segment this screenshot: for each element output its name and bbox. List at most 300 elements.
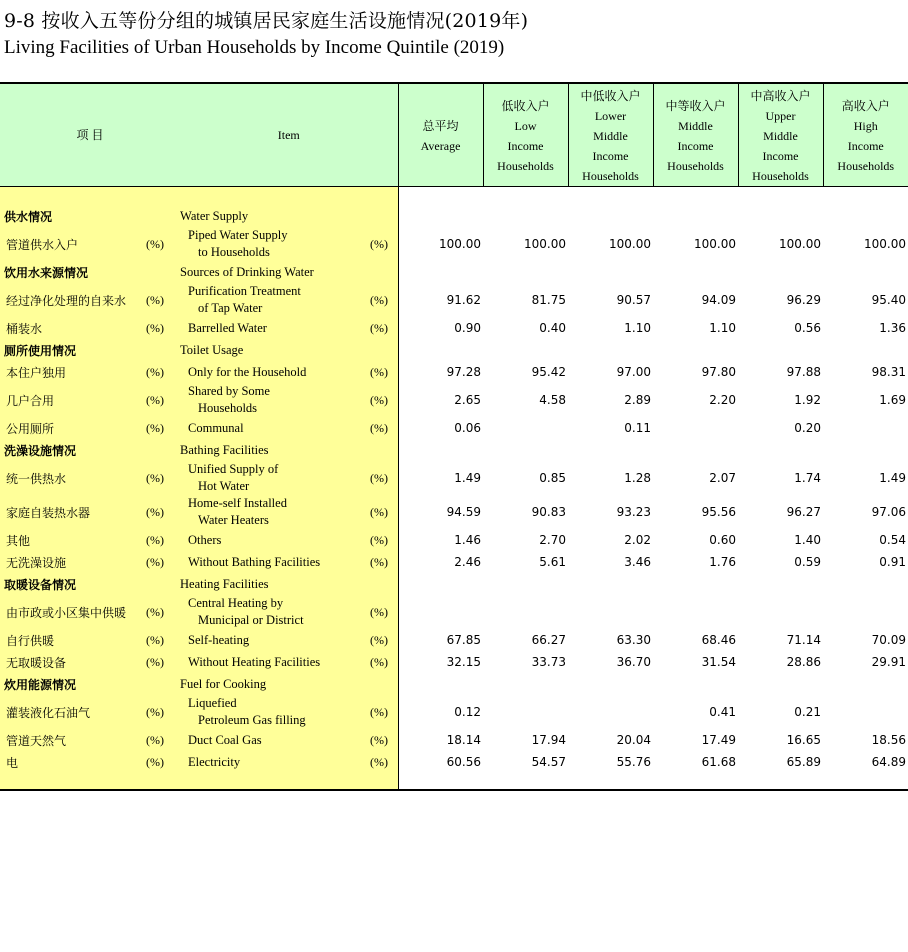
spacer-cell xyxy=(568,187,653,206)
row-unit-cn xyxy=(146,573,180,595)
value-cell: 97.28 xyxy=(446,365,482,379)
row-label-en-line: Fuel for Cooking xyxy=(180,676,267,691)
col-header-high-income xyxy=(823,83,908,187)
value-cell: 1.10 xyxy=(709,321,737,335)
value-cell: 66.27 xyxy=(531,633,567,647)
value-cell: 1.74 xyxy=(794,471,822,485)
value-cell: 3.46 xyxy=(624,555,652,569)
row-label-en xyxy=(180,227,370,261)
value-cell xyxy=(398,595,483,629)
col-header-en-line: Lower xyxy=(594,109,627,123)
value-cell: 0.41 xyxy=(709,705,737,719)
row-unit-cn: (%) xyxy=(146,695,180,729)
table-row xyxy=(0,383,908,417)
value-cell xyxy=(738,673,823,695)
value-cell: 96.29 xyxy=(786,293,822,307)
value-cell xyxy=(398,261,483,283)
value-cell: 0.56 xyxy=(794,321,822,335)
value-cell: 4.58 xyxy=(539,393,567,407)
section-row xyxy=(0,439,908,461)
value-cell: 1.49 xyxy=(879,471,907,485)
value-cell xyxy=(738,573,823,595)
row-label-en xyxy=(180,283,370,317)
value-cell xyxy=(823,205,908,227)
value-cell: 1.69 xyxy=(879,393,907,407)
table-row xyxy=(0,595,908,629)
row-label-cn: 洗澡设施情况 xyxy=(0,439,146,461)
table-title-en: Living Facilities of Urban Households by Income Quintile (2019) xyxy=(4,37,505,58)
section-row xyxy=(0,573,908,595)
row-label-cn: 桶装水 xyxy=(0,317,146,339)
table-row xyxy=(0,695,908,729)
row-unit-en: (%) xyxy=(370,651,398,673)
value-cell: 1.40 xyxy=(794,533,822,547)
living-facilities-table xyxy=(0,82,908,791)
row-label-cn: 无取暖设备 xyxy=(0,651,146,673)
row-label-en-line: Hot Water xyxy=(198,479,250,493)
value-cell: 0.54 xyxy=(879,533,907,547)
value-cell: 1.76 xyxy=(709,555,737,569)
value-cell: 97.06 xyxy=(871,505,907,519)
value-cell: 93.23 xyxy=(616,505,652,519)
row-unit-cn xyxy=(146,205,180,227)
value-cell xyxy=(653,339,738,361)
value-cell: 28.86 xyxy=(786,655,822,669)
value-cell xyxy=(738,439,823,461)
spacer-cell xyxy=(483,187,568,206)
value-cell: 54.57 xyxy=(531,755,567,769)
row-label-en-line: Water Heaters xyxy=(198,513,269,527)
value-cell: 0.91 xyxy=(879,555,907,569)
table-row xyxy=(0,551,908,573)
value-cell: 1.36 xyxy=(879,321,907,335)
value-cell: 16.65 xyxy=(786,733,822,747)
row-label-en-line: Bathing Facilities xyxy=(180,442,269,457)
value-cell: 2.46 xyxy=(454,555,482,569)
value-cell: 94.59 xyxy=(446,505,482,519)
table-row xyxy=(0,629,908,651)
value-cell: 68.46 xyxy=(701,633,737,647)
col-header-cn: 中等收入户 xyxy=(665,99,726,113)
row-unit-cn xyxy=(146,261,180,283)
table-row xyxy=(0,729,908,751)
value-cell xyxy=(483,673,568,695)
value-cell: 0.85 xyxy=(539,471,567,485)
row-unit-en xyxy=(370,673,398,695)
row-label-cn: 取暖设备情况 xyxy=(0,573,146,595)
section-row xyxy=(0,205,908,227)
row-label-en-line: Sources of Drinking Water xyxy=(180,264,314,279)
row-label-en-line: Home-self Installed xyxy=(188,496,287,510)
table-row xyxy=(0,461,908,495)
col-header-cn: 中高收入户 xyxy=(750,89,811,103)
value-cell: 32.15 xyxy=(446,655,482,669)
col-header-en-line: Income xyxy=(677,139,714,153)
row-label-en xyxy=(180,651,370,673)
value-cell xyxy=(738,595,823,629)
row-unit-en: (%) xyxy=(370,417,398,439)
spacer-cell xyxy=(0,773,146,790)
row-unit-en xyxy=(370,205,398,227)
value-cell: 2.89 xyxy=(624,393,652,407)
value-cell xyxy=(823,261,908,283)
value-cell xyxy=(398,673,483,695)
value-cell xyxy=(568,205,653,227)
row-label-en xyxy=(180,695,370,729)
value-cell xyxy=(568,695,653,729)
row-unit-en: (%) xyxy=(370,227,398,261)
value-cell: 64.89 xyxy=(871,755,907,769)
row-unit-cn: (%) xyxy=(146,361,180,383)
spacer-cell xyxy=(370,187,398,206)
header-row xyxy=(0,83,908,187)
row-label-en-line: Without Bathing Facilities xyxy=(188,554,321,569)
row-label-en-line: Households xyxy=(198,401,258,415)
value-cell xyxy=(568,439,653,461)
value-cell: 81.75 xyxy=(531,293,567,307)
table-title-cn: 9-8 按收入五等份分组的城镇居民家庭生活设施情况(2019年) xyxy=(4,10,529,32)
value-cell xyxy=(653,439,738,461)
value-cell xyxy=(653,595,738,629)
col-header-en-line: Income xyxy=(762,149,799,163)
section-row xyxy=(0,673,908,695)
value-cell xyxy=(483,205,568,227)
value-cell: 0.06 xyxy=(454,421,482,435)
row-label-en xyxy=(180,205,370,227)
row-label-en xyxy=(180,751,370,773)
row-label-en-line: Barrelled Water xyxy=(188,320,267,335)
end-spacer-row xyxy=(0,773,908,790)
table-row xyxy=(0,283,908,317)
item-header-cn: 项 目 xyxy=(0,83,180,187)
row-label-en xyxy=(180,495,370,529)
row-label-cn: 公用厕所 xyxy=(0,417,146,439)
row-label-en xyxy=(180,461,370,495)
col-header-en-line: Households xyxy=(582,169,639,183)
value-cell: 95.40 xyxy=(871,293,907,307)
col-header-cn: 低收入户 xyxy=(501,99,550,113)
row-label-cn: 厕所使用情况 xyxy=(0,339,146,361)
col-header-cn: 中低收入户 xyxy=(580,89,641,103)
row-unit-cn: (%) xyxy=(146,283,180,317)
col-header-upper-middle-income xyxy=(738,83,823,187)
value-cell: 31.54 xyxy=(701,655,737,669)
row-unit-cn: (%) xyxy=(146,417,180,439)
value-cell: 91.62 xyxy=(446,293,482,307)
spacer-cell xyxy=(370,773,398,790)
value-cell xyxy=(398,339,483,361)
item-header-en: Item xyxy=(180,83,398,187)
value-cell: 63.30 xyxy=(616,633,652,647)
row-label-en xyxy=(180,729,370,751)
row-label-en-line: Self-heating xyxy=(188,632,250,647)
row-label-en xyxy=(180,383,370,417)
value-cell: 98.31 xyxy=(871,365,907,379)
value-cell: 0.59 xyxy=(794,555,822,569)
spacer-cell xyxy=(738,773,823,790)
value-cell: 100.00 xyxy=(779,237,822,251)
row-unit-en: (%) xyxy=(370,529,398,551)
value-cell: 100.00 xyxy=(524,237,567,251)
row-label-en xyxy=(180,673,370,695)
value-cell: 67.85 xyxy=(446,633,482,647)
spacer-cell xyxy=(398,773,483,790)
value-cell: 0.90 xyxy=(454,321,482,335)
col-header-cn: 总平均 xyxy=(422,119,459,133)
row-label-en-line: Electricity xyxy=(188,754,241,769)
row-label-cn: 无洗澡设施 xyxy=(0,551,146,573)
value-cell xyxy=(483,339,568,361)
value-cell xyxy=(653,417,738,439)
value-cell xyxy=(823,573,908,595)
value-cell: 0.20 xyxy=(794,421,822,435)
value-cell: 36.70 xyxy=(616,655,652,669)
row-unit-cn: (%) xyxy=(146,227,180,261)
row-label-cn: 供水情况 xyxy=(0,205,146,227)
table-row xyxy=(0,317,908,339)
row-label-cn: 由市政或小区集中供暖 xyxy=(0,595,146,629)
col-header-en-line: Households xyxy=(667,159,724,173)
value-cell: 5.61 xyxy=(539,555,567,569)
row-unit-en xyxy=(370,339,398,361)
table-row xyxy=(0,417,908,439)
row-label-cn: 统一供热水 xyxy=(0,461,146,495)
row-unit-en: (%) xyxy=(370,383,398,417)
spacer-row xyxy=(0,187,908,206)
value-cell xyxy=(398,205,483,227)
row-unit-en: (%) xyxy=(370,283,398,317)
row-unit-en: (%) xyxy=(370,629,398,651)
value-cell: 1.10 xyxy=(624,321,652,335)
col-header-en-line: Income xyxy=(507,139,544,153)
value-cell: 97.80 xyxy=(701,365,737,379)
row-label-en-line: Heating Facilities xyxy=(180,576,269,591)
value-cell xyxy=(823,595,908,629)
value-cell: 70.09 xyxy=(871,633,907,647)
value-cell: 94.09 xyxy=(701,293,737,307)
row-label-cn: 管道供水入户 xyxy=(0,227,146,261)
col-header-en-line: Households xyxy=(837,159,895,173)
value-cell: 0.60 xyxy=(709,533,737,547)
value-cell xyxy=(483,261,568,283)
value-cell xyxy=(653,573,738,595)
row-label-en-line: Duct Coal Gas xyxy=(188,732,262,747)
value-cell xyxy=(483,695,568,729)
spacer-cell xyxy=(180,187,370,206)
value-cell: 0.40 xyxy=(539,321,567,335)
row-label-cn: 经过净化处理的自来水 xyxy=(0,283,146,317)
row-label-en xyxy=(180,629,370,651)
row-label-cn: 饮用水来源情况 xyxy=(0,261,146,283)
value-cell xyxy=(483,595,568,629)
value-cell xyxy=(568,573,653,595)
value-cell xyxy=(568,339,653,361)
value-cell xyxy=(398,573,483,595)
spacer-cell xyxy=(738,187,823,206)
row-label-en xyxy=(180,261,370,283)
value-cell: 33.73 xyxy=(531,655,567,669)
value-cell: 17.49 xyxy=(701,733,737,747)
value-cell: 17.94 xyxy=(531,733,567,747)
table-row xyxy=(0,495,908,529)
row-label-en xyxy=(180,529,370,551)
row-unit-cn xyxy=(146,673,180,695)
value-cell xyxy=(823,417,908,439)
spacer-cell xyxy=(823,773,908,790)
col-header-en-line: Middle xyxy=(593,129,628,143)
col-header-en-line: Middle xyxy=(763,129,798,143)
value-cell xyxy=(738,339,823,361)
row-label-en-line: Municipal or District xyxy=(198,613,304,627)
value-cell: 2.07 xyxy=(709,471,737,485)
row-label-cn: 炊用能源情况 xyxy=(0,673,146,695)
spacer-cell xyxy=(653,187,738,206)
row-label-cn: 其他 xyxy=(0,529,146,551)
row-label-en-line: Petroleum Gas filling xyxy=(198,713,306,727)
value-cell: 1.49 xyxy=(454,471,482,485)
col-header-en-line: High xyxy=(853,119,878,133)
row-unit-cn: (%) xyxy=(146,461,180,495)
value-cell: 55.76 xyxy=(616,755,652,769)
value-cell: 95.42 xyxy=(531,365,567,379)
row-label-en xyxy=(180,339,370,361)
value-cell: 2.65 xyxy=(454,393,482,407)
row-unit-en: (%) xyxy=(370,595,398,629)
value-cell: 90.83 xyxy=(531,505,567,519)
row-label-en-line: Communal xyxy=(188,420,244,435)
row-label-en xyxy=(180,317,370,339)
value-cell: 20.04 xyxy=(616,733,652,747)
value-cell xyxy=(653,673,738,695)
value-cell xyxy=(823,339,908,361)
value-cell: 0.11 xyxy=(624,421,652,435)
row-label-cn: 本住户独用 xyxy=(0,361,146,383)
value-cell: 18.56 xyxy=(871,733,907,747)
row-unit-en: (%) xyxy=(370,551,398,573)
value-cell: 100.00 xyxy=(439,237,482,251)
value-cell: 29.91 xyxy=(871,655,907,669)
value-cell: 1.46 xyxy=(454,533,482,547)
row-unit-en: (%) xyxy=(370,751,398,773)
row-unit-en: (%) xyxy=(370,495,398,529)
row-label-en-line: Others xyxy=(188,532,222,547)
row-unit-en xyxy=(370,439,398,461)
value-cell: 2.20 xyxy=(709,393,737,407)
value-cell: 65.89 xyxy=(786,755,822,769)
value-cell: 2.70 xyxy=(539,533,567,547)
row-label-en-line: of Tap Water xyxy=(198,301,263,315)
value-cell: 71.14 xyxy=(786,633,822,647)
value-cell xyxy=(653,261,738,283)
row-unit-cn: (%) xyxy=(146,595,180,629)
value-cell xyxy=(823,673,908,695)
row-label-en-line: Central Heating by xyxy=(188,596,284,610)
row-unit-cn: (%) xyxy=(146,651,180,673)
row-label-cn: 电 xyxy=(0,751,146,773)
section-row xyxy=(0,261,908,283)
col-header-cn: 高收入户 xyxy=(841,99,890,113)
col-header-en-line: Upper xyxy=(765,109,796,123)
value-cell xyxy=(568,673,653,695)
row-label-en xyxy=(180,595,370,629)
value-cell xyxy=(738,261,823,283)
col-header-en-line: Average xyxy=(420,139,461,153)
value-cell: 0.21 xyxy=(794,705,822,719)
row-label-en-line: Unified Supply of xyxy=(188,462,279,476)
row-label-en xyxy=(180,573,370,595)
value-cell: 97.88 xyxy=(786,365,822,379)
table-row xyxy=(0,361,908,383)
row-unit-cn: (%) xyxy=(146,383,180,417)
table-row xyxy=(0,227,908,261)
value-cell xyxy=(653,205,738,227)
row-unit-cn: (%) xyxy=(146,629,180,651)
col-header-en-line: Income xyxy=(592,149,629,163)
row-label-en-line: Liquefied xyxy=(188,696,237,710)
spacer-cell xyxy=(653,773,738,790)
col-header-en-line: Middle xyxy=(678,119,713,133)
value-cell xyxy=(483,439,568,461)
col-header-average xyxy=(398,83,483,187)
row-label-cn: 灌装液化石油气 xyxy=(0,695,146,729)
col-header-low-income xyxy=(483,83,568,187)
row-label-cn: 自行供暖 xyxy=(0,629,146,651)
row-unit-cn: (%) xyxy=(146,551,180,573)
col-header-en-line: Low xyxy=(514,119,537,133)
table-row xyxy=(0,751,908,773)
value-cell: 97.00 xyxy=(616,365,652,379)
row-unit-cn: (%) xyxy=(146,529,180,551)
row-label-cn: 家庭自装热水器 xyxy=(0,495,146,529)
col-header-en-line: Households xyxy=(752,169,809,183)
row-label-en-line: Only for the Household xyxy=(188,364,307,379)
row-label-en xyxy=(180,361,370,383)
value-cell xyxy=(483,573,568,595)
value-cell: 18.14 xyxy=(446,733,482,747)
spacer-cell xyxy=(146,187,180,206)
value-cell: 0.12 xyxy=(454,705,482,719)
value-cell: 100.00 xyxy=(694,237,737,251)
row-unit-cn: (%) xyxy=(146,317,180,339)
spacer-cell xyxy=(568,773,653,790)
row-label-en-line: Purification Treatment xyxy=(188,284,301,298)
value-cell: 95.56 xyxy=(701,505,737,519)
row-unit-en: (%) xyxy=(370,695,398,729)
value-cell xyxy=(483,417,568,439)
value-cell xyxy=(738,205,823,227)
row-unit-cn: (%) xyxy=(146,495,180,529)
value-cell: 1.28 xyxy=(624,471,652,485)
spacer-cell xyxy=(146,773,180,790)
row-unit-cn xyxy=(146,339,180,361)
col-header-lower-middle-income xyxy=(568,83,653,187)
col-header-middle-income xyxy=(653,83,738,187)
row-label-en xyxy=(180,417,370,439)
row-label-cn: 管道天然气 xyxy=(0,729,146,751)
value-cell xyxy=(823,439,908,461)
spacer-cell xyxy=(398,187,483,206)
row-label-en-line: Shared by Some xyxy=(188,384,270,398)
row-unit-en xyxy=(370,573,398,595)
value-cell: 96.27 xyxy=(786,505,822,519)
row-label-en xyxy=(180,439,370,461)
spacer-cell xyxy=(483,773,568,790)
row-unit-cn: (%) xyxy=(146,751,180,773)
row-label-en-line: Piped Water Supply xyxy=(188,228,288,242)
row-label-en-line: Without Heating Facilities xyxy=(188,654,321,669)
value-cell: 100.00 xyxy=(864,237,907,251)
row-unit-cn xyxy=(146,439,180,461)
